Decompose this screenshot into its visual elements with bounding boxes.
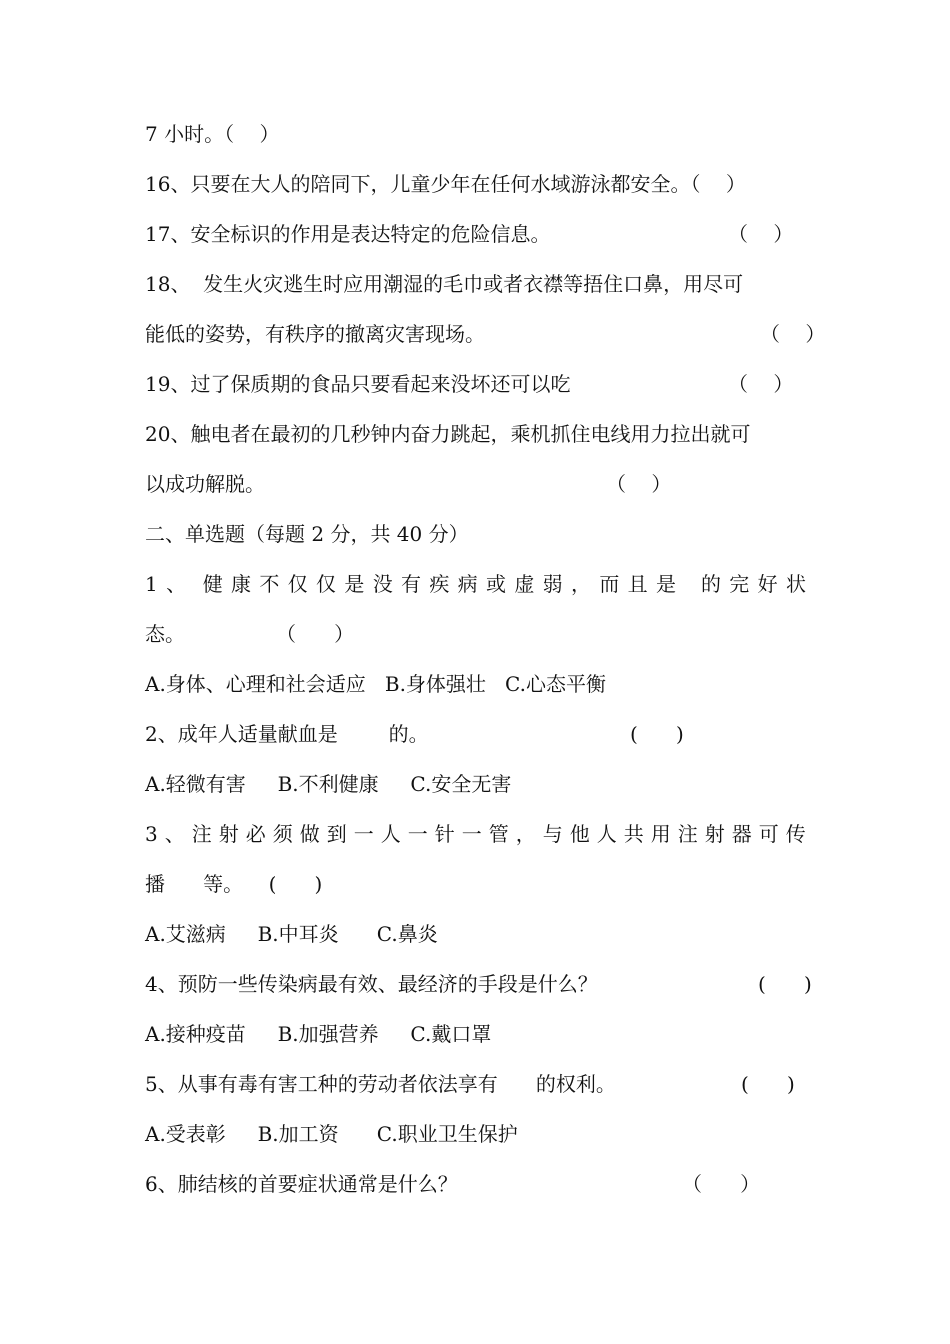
mc-q1-char: 是 [344,572,365,596]
mc-q3-char: 可 [758,822,779,846]
section-2-heading: 二、单选题（每题 2 分，共 40 分） [145,522,469,546]
mc-q3-char: 与 [542,822,563,846]
mc-question-1-line-1 [145,571,806,597]
mc-q3-char: 射 [218,822,239,846]
mc-q1-char: 完 [729,572,750,596]
mc-question-4-options: A.接种疫苗 B.加强营养 C.戴口罩 [145,1022,492,1046]
mc-q3-char: 人 [596,822,617,846]
mc-q3-char: 注 [677,822,698,846]
question-20-line-2: 以成功解脱。 [145,472,265,496]
mc-q3-char: 用 [650,822,671,846]
mc-q1-char: 是 [655,572,676,596]
mc-q3-char: 、 [164,822,185,846]
mc-q3-char: 一 [407,822,428,846]
mc-question-5-options: A.受表彰 B.加工资 C.职业卫生保护 [145,1122,518,1146]
mc-q3-char: 做 [299,822,320,846]
mc-q1-char: 仅 [316,572,337,596]
mc-question-3-line-1 [145,821,806,847]
mc-question-3-line-2: 播 等。 ( ) [145,872,323,896]
mc-q3-char: 人 [380,822,401,846]
mc-q1-char: 而 [599,572,620,596]
mc-question-2-options: A.轻微有害 B.不利健康 C.安全无害 [145,772,512,796]
question-19: 19、过了保质期的食品只要看起来没坏还可以吃 [145,372,571,396]
answer-blank-mc-5: ( ) [741,1072,795,1096]
mc-q3-char: 一 [461,822,482,846]
mc-q3-char: 须 [272,822,293,846]
answer-blank-mc-6: （ ） [682,1172,761,1196]
question-18-line-1: 18、 发生火灾逃生时应用潮湿的毛巾或者衣襟等捂住口鼻，用尽可 [145,272,744,296]
answer-blank-18: （ ） [760,322,826,346]
mc-q1-char: 、 [166,572,187,596]
mc-q3-char: 传 [785,822,806,846]
answer-blank-17: （ ） [728,222,794,246]
question-20-line-1: 20、触电者在最初的几秒钟内奋力跳起，乘机抓住电线用力拉出就可 [145,422,751,446]
mc-q3-char: 共 [623,822,644,846]
question-17: 17、安全标识的作用是表达特定的危险信息。 [145,222,551,246]
mc-question-1-line-2: 态。 [145,622,185,646]
mc-q3-char: 注 [191,822,212,846]
mc-q1-char: 且 [627,572,648,596]
mc-q3-char: 器 [731,822,752,846]
mc-q1-char: 虚 [514,572,535,596]
mc-q3-char: 他 [569,822,590,846]
answer-blank-mc-4: ( ) [758,972,812,996]
answer-blank-mc-1: （ ） [276,622,355,646]
mc-q1-char: 1 [145,572,158,596]
mc-q1-char: 弱 [542,572,563,596]
mc-question-5: 5、从事有毒有害工种的劳动者依法享有 的权利。 [145,1072,616,1096]
mc-question-2: 2、成年人适量献血是 的。 [145,722,429,746]
mc-q1-char: 病 [457,572,478,596]
mc-q1-char: 康 [231,572,252,596]
mc-question-3-options: A.艾滋病 B.中耳炎 C.鼻炎 [145,922,438,946]
mc-q1-char: 疾 [429,572,450,596]
mc-q1-char: 不 [259,572,280,596]
question-16: 16、只要在大人的陪同下，儿童少年在任何水域游泳都安全。（ ） [145,172,746,196]
mc-question-1-options: A.身体、心理和社会适应 B.身体强壮 C.心态平衡 [145,672,606,696]
mc-q1-char: 健 [202,572,223,596]
mc-q3-char: 射 [704,822,725,846]
answer-blank-mc-2: ( ) [630,722,684,746]
question-15-continuation: 7 小时。（ ） [145,122,280,146]
mc-q3-char: 到 [326,822,347,846]
mc-q3-char: 针 [434,822,455,846]
question-18-line-2: 能低的姿势，有秩序的撤离灾害现场。 [145,322,485,346]
mc-q3-char: ， [515,822,536,846]
mc-q1-char: 状 [785,572,806,596]
mc-q3-char: 必 [245,822,266,846]
mc-q3-char: 3 [145,822,158,846]
mc-q1-char: 或 [486,572,506,596]
mc-q3-char: 管 [488,822,509,846]
mc-q1-char: 的 [700,572,721,596]
answer-blank-20: （ ） [606,472,672,496]
mc-question-6: 6、肺结核的首要症状通常是什么？ [145,1172,458,1196]
mc-q1-char: 仅 [287,572,308,596]
mc-q1-char: ， [570,572,591,596]
mc-q1-char: 没 [372,572,393,596]
mc-q1-char: 好 [757,572,778,596]
mc-q1-char: 有 [401,572,422,596]
mc-question-4: 4、预防一些传染病最有效、最经济的手段是什么？ [145,972,598,996]
mc-q3-char: 一 [353,822,374,846]
answer-blank-19: （ ） [728,372,794,396]
